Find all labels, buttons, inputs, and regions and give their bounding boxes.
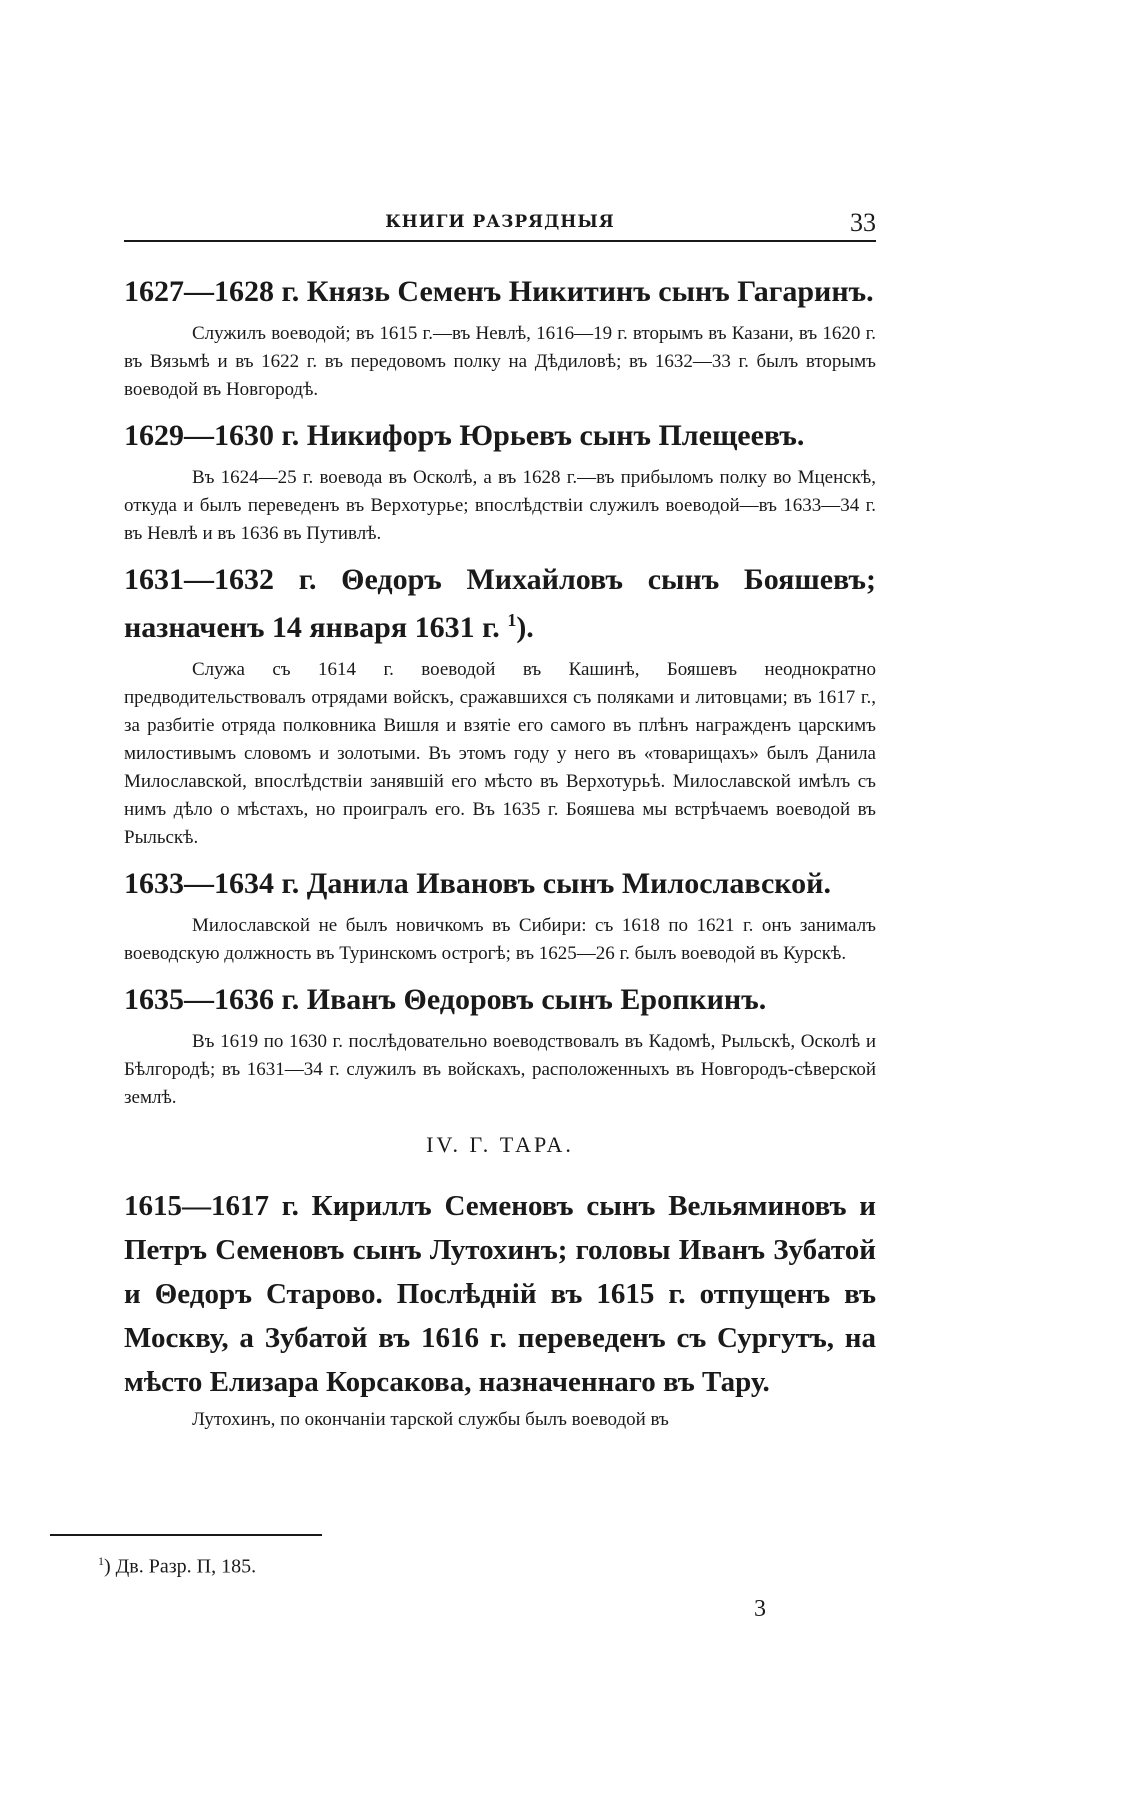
entry-text: Въ 1619 по 1630 г. послѣдовательно воеводствовалъ въ Кадомѣ, Рыльскѣ, Осколѣ и Бѣлгородѣ; въ 1631—34 г. служилъ въ войскахъ, расположенныхъ въ Новгородъ-сѣверской землѣ. — [124, 1031, 876, 1108]
footnote-ref: 1 — [507, 610, 517, 630]
page-header — [124, 208, 876, 244]
footnote-marker: 1 — [98, 1554, 104, 1568]
entry-heading: 1629—1630 г. Никифоръ Юрьевъ сынъ Плещеевъ. — [124, 419, 805, 452]
section-text: Лутохинъ, по окончаніи тарской службы былъ воеводой въ — [192, 1409, 669, 1430]
entry-heading: 1627—1628 г. Князь Семенъ Никитинъ сынъ Гагаринъ. — [124, 275, 874, 308]
running-title: КНИГИ РАЗРЯДНЫЯ — [385, 212, 615, 232]
entry-heading-text: 1631—1632 г. Θедоръ Михайловъ сынъ Бояшевъ; назначенъ 14 января 1631 г. — [124, 563, 876, 644]
section-heading: 1615—1617 г. Кириллъ Семеновъ сынъ Вельяминовъ и Петръ Семеновъ сынъ Лутохинъ; головы Иванъ Зубатой и Θедоръ Старово. Послѣдній въ 1615 г. отпущенъ въ Москву, а Зубатой въ 1616 г. переведенъ съ Сургутъ, на мѣсто Елизара Корсакова, назначеннаго въ Тару. — [124, 1190, 876, 1398]
section-title: IV. Г. ТАРА. — [426, 1132, 574, 1157]
signature-mark: 3 — [754, 1596, 766, 1622]
footnote — [98, 1554, 256, 1579]
header-rule — [124, 240, 876, 242]
entry-text: Милославской не былъ новичкомъ въ Сибири: съ 1618 по 1621 г. онъ занималъ воеводскую должность въ Туринскомъ острогѣ; въ 1625—26 г. былъ воеводой въ Курскѣ. — [124, 915, 876, 964]
footnote-text: ) Дв. Разр. П, 185. — [104, 1555, 257, 1578]
entry-heading: 1635—1636 г. Иванъ Θедоровъ сынъ Еропкинъ. — [124, 983, 767, 1016]
footnote-rule — [50, 1534, 322, 1536]
entry-text: Въ 1624—25 г. воевода въ Осколѣ, а въ 1628 г.—въ прибыломъ полку во Мценскѣ, откуда и былъ переведенъ въ Верхотурье; впослѣдствіи служилъ воеводой—въ 1633—34 г. въ Невлѣ и въ 1636 въ Путивлѣ. — [124, 467, 876, 544]
entry-heading — [124, 560, 876, 648]
entry-heading-close: ). — [516, 611, 534, 644]
entry-text: Служилъ воеводой; въ 1615 г.—въ Невлѣ, 1616—19 г. вторымъ въ Казани, въ 1620 г. въ Вязьмѣ и въ 1622 г. въ передовомъ полку на Дѣдиловѣ; въ 1632—33 г. былъ вторымъ воеводой въ Новгородѣ. — [124, 323, 876, 400]
page-number: 33 — [850, 208, 876, 237]
page-body — [124, 272, 876, 1434]
entry-heading: 1633—1634 г. Данила Ивановъ сынъ Милославской. — [124, 867, 831, 900]
entry-text: Служа съ 1614 г. воеводой въ Кашинѣ, Бояшевъ неоднократно предводительствовалъ отрядами войскъ, сражавшихся съ поляками и литовцами; въ 1617 г., за разбитіе отряда полковника Вишля и взятіе его самого въ плѣнъ награжденъ царскимъ милостивымъ словомъ и золотыми. Въ этомъ году у него въ «товарищахъ» былъ Данила Милославской, впослѣдствіи занявшій его мѣсто въ Верхотурьѣ. Милославской имѣлъ съ нимъ дѣло о мѣстахъ, но проигралъ его. Въ 1635 г. Бояшева мы встрѣчаемъ воеводой въ Рыльскѣ. — [124, 659, 876, 848]
